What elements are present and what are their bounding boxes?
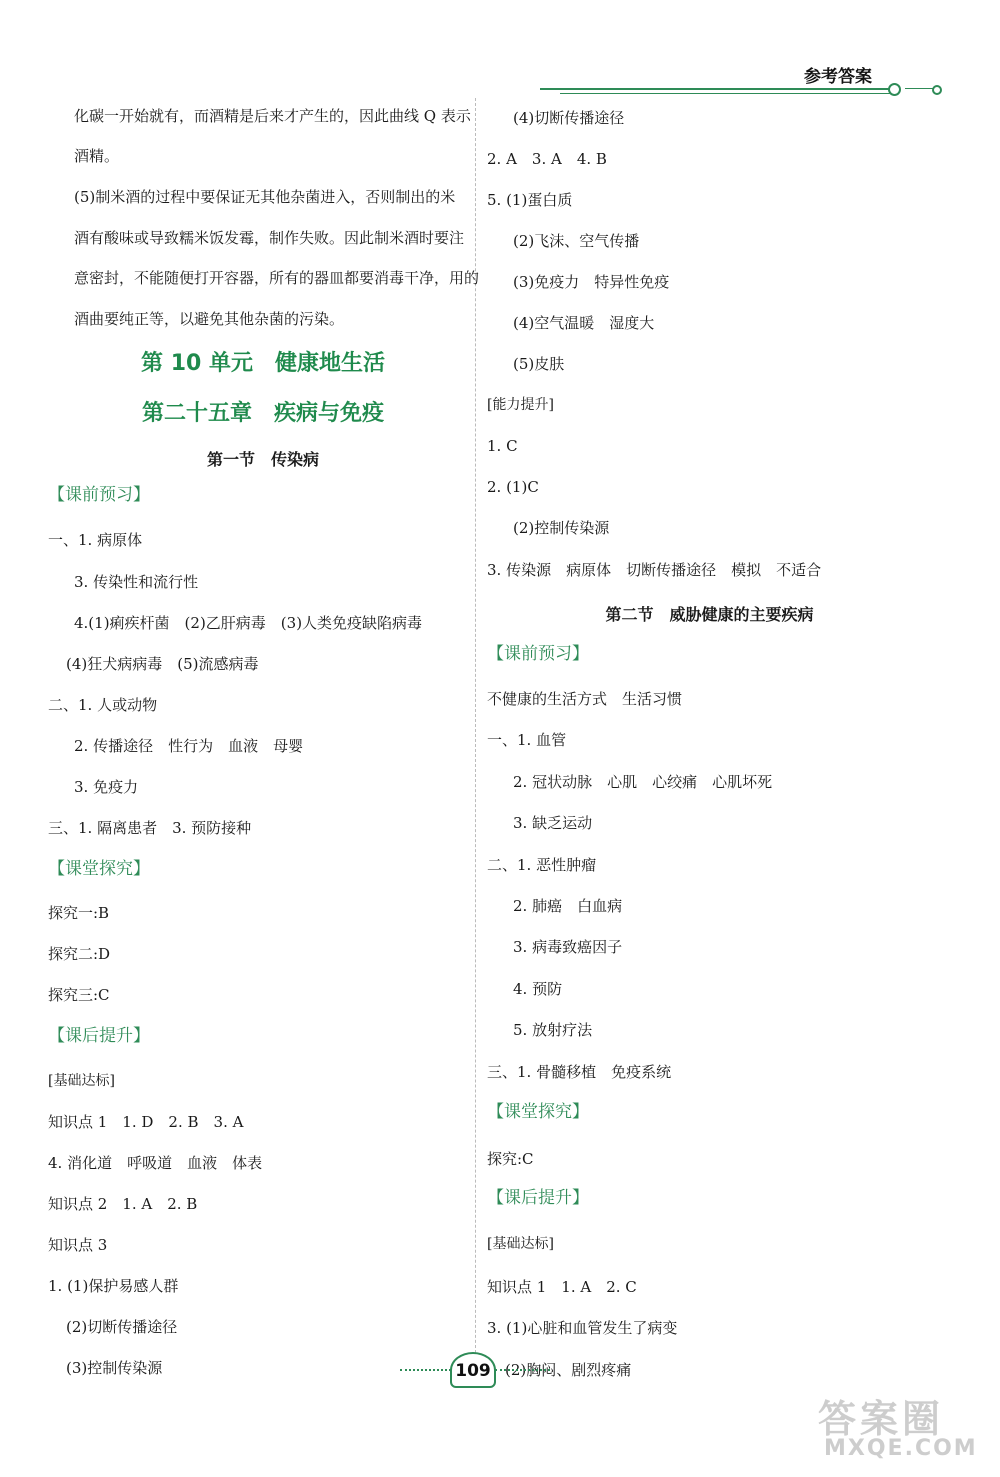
header-circle-icon (888, 83, 901, 96)
text-line: 4. 预防 (513, 980, 563, 998)
subsection-head-basic: [基础达标] (487, 1236, 554, 1252)
section-head-explore: 【课堂探究】 (48, 859, 150, 879)
text-line: 知识点 2 1. A 2. B (48, 1195, 198, 1213)
text-line: (2)切断传播途径 (66, 1318, 178, 1336)
header-title: 参考答案 (804, 67, 872, 87)
text-line: 4. 消化道 呼吸道 血液 体表 (48, 1154, 263, 1172)
text-line: 4.(1)痢疾杆菌 (2)乙肝病毒 (3)人类免疫缺陷病毒 (74, 614, 423, 632)
text-line: 三、1. 骨髓移植 免疫系统 (487, 1063, 672, 1081)
text-line: 探究二:D (48, 945, 111, 963)
text-line: 5. (1)蛋白质 (487, 191, 573, 209)
text-line: 酒精。 (74, 147, 120, 165)
text-line: 3. (1)心脏和血管发生了病变 (487, 1319, 678, 1337)
text-line: (4)空气温暖 湿度大 (513, 314, 655, 332)
header-rule-thin (560, 93, 890, 94)
page-number: 109 (450, 1352, 496, 1388)
text-line: (2)胸闷、剧烈疼痛 (505, 1361, 632, 1379)
text-line: 探究三:C (48, 986, 110, 1004)
text-line: 探究一:B (48, 904, 110, 922)
text-line: 3. 免疫力 (74, 778, 139, 796)
watermark-text: 答案圈 (818, 1397, 945, 1441)
text-line: 知识点 1 1. A 2. C (487, 1278, 637, 1296)
text-line: 不健康的生活方式 生活习惯 (487, 690, 683, 708)
text-line: 5. 放射疗法 (513, 1021, 593, 1039)
subsection-head-basic: [基础达标] (48, 1073, 115, 1089)
text-line: (2)飞沫、空气传播 (513, 232, 640, 250)
text-line: 知识点 3 (48, 1236, 108, 1254)
text-line: 2. A 3. A 4. B (487, 150, 607, 168)
text-line: 2. 传播途径 性行为 血液 母婴 (74, 737, 304, 755)
section-head-preview: 【课前预习】 (487, 644, 589, 664)
header-connector (905, 88, 933, 89)
section-head-after: 【课后提升】 (48, 1026, 150, 1046)
text-line: 3. 缺乏运动 (513, 814, 593, 832)
text-line: 3. 传染性和流行性 (74, 573, 199, 591)
section-head-preview: 【课前预习】 (48, 485, 150, 505)
text-line: (4)切断传播途径 (513, 109, 625, 127)
text-line: 1. C (487, 437, 518, 455)
page-footer (400, 1350, 550, 1390)
text-line: 2. (1)C (487, 478, 539, 496)
text-line: 3. 传染源 病原体 切断传播途径 模拟 不适合 (487, 561, 822, 579)
subsection-head-ability: [能力提升] (487, 397, 554, 413)
footer-dots-right (495, 1369, 550, 1371)
unit-title: 第 10 单元 健康地生活 (141, 351, 385, 376)
text-line: 1. (1)保护易感人群 (48, 1277, 179, 1295)
page-header (540, 62, 950, 102)
text-line: (5)皮肤 (513, 355, 565, 373)
watermark-logo (808, 1388, 988, 1468)
text-line: 一、1. 病原体 (48, 531, 143, 549)
text-line: 酒有酸味或导致糯米饭发霉，制作失败。因此制米酒时要注 (74, 229, 465, 247)
text-line: (4)狂犬病病毒 (5)流感病毒 (66, 655, 259, 673)
text-line: 一、1. 血管 (487, 731, 567, 749)
text-line: 探究:C (487, 1150, 534, 1168)
text-line: 2. 肺癌 白血病 (513, 897, 623, 915)
text-line: (5)制米酒的过程中要保证无其他杂菌进入，否则制出的米 (74, 188, 456, 206)
header-rule (540, 88, 890, 90)
text-line: (3)免疫力 特异性免疫 (513, 273, 670, 291)
text-line: 二、1. 人或动物 (48, 696, 158, 714)
text-line: 2. 冠状动脉 心肌 心绞痛 心肌坏死 (513, 773, 773, 791)
text-line: 酒曲要纯正等，以避免其他杂菌的污染。 (74, 310, 345, 328)
header-small-circle-icon (932, 85, 942, 95)
text-line: 二、1. 恶性肿瘤 (487, 856, 597, 874)
section-title: 第一节 传染病 (206, 450, 319, 469)
text-line: 化碳一开始就有，而酒精是后来才产生的，因此曲线 Q 表示 (74, 107, 471, 125)
text-line: 3. 病毒致癌因子 (513, 938, 623, 956)
section-head-after: 【课后提升】 (487, 1188, 589, 1208)
text-line: (2)控制传染源 (513, 519, 610, 537)
text-line: 意密封，不能随便打开容器，所有的器皿都要消毒干净，用的 (74, 269, 480, 287)
chapter-title: 第二十五章 疾病与免疫 (141, 401, 384, 426)
text-line: 知识点 1 1. D 2. B 3. A (48, 1113, 244, 1131)
section-title: 第二节 威胁健康的主要疾病 (605, 605, 814, 624)
watermark-url: MXQE.COM (824, 1436, 978, 1461)
footer-dots-left (400, 1369, 455, 1371)
text-line: 三、1. 隔离患者 3. 预防接种 (48, 819, 252, 837)
column-divider (475, 98, 476, 1388)
section-head-explore: 【课堂探究】 (487, 1102, 589, 1122)
text-line: (3)控制传染源 (66, 1359, 163, 1377)
